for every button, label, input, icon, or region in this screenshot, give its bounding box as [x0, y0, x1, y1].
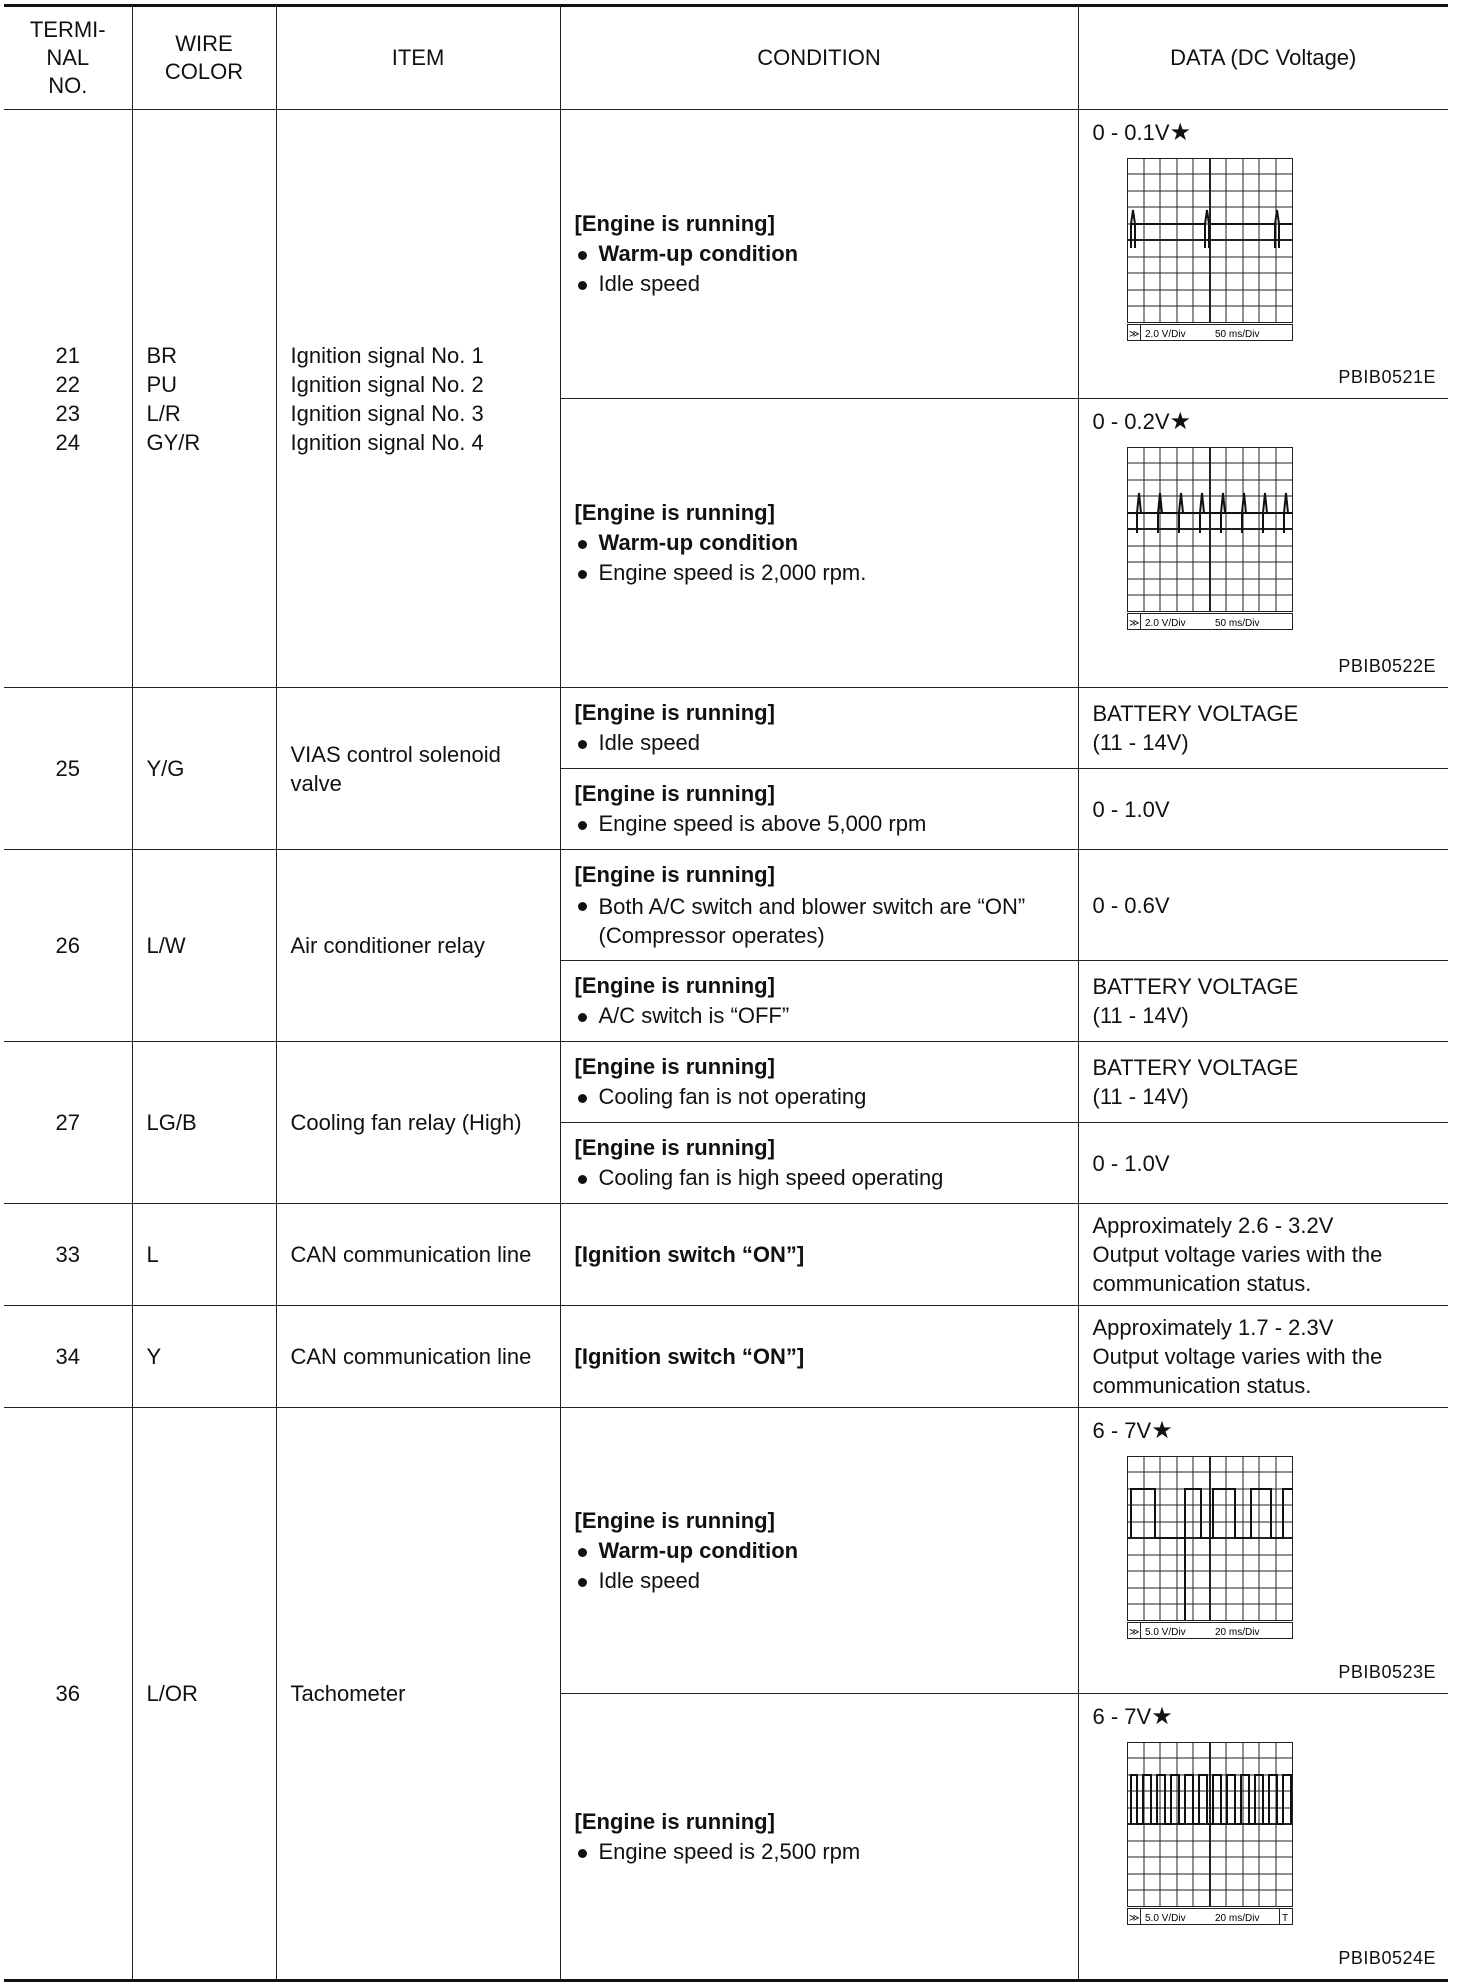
data-cell: 0 - 1.0V — [1078, 769, 1448, 850]
data-cell: 6 - 7V★ ≫ 5.0 V/Div 20 ms/Div T PBIB0524E — [1078, 1694, 1448, 1981]
condition-cell: [Engine is running] Engine speed is 2,500 rpm — [560, 1694, 1078, 1981]
condition-cell: [Engine is running] Idle speed — [560, 688, 1078, 769]
table-row — [4, 850, 1448, 961]
wire-color-cell: BR PU L/R GY/R — [132, 110, 276, 688]
data-cell: BATTERY VOLTAGE (11 - 14V) — [1078, 961, 1448, 1042]
wire-color-cell: LG/B — [132, 1042, 276, 1204]
item-cell: Air conditioner relay — [276, 850, 560, 1042]
svg-text:≫: ≫ — [1128, 329, 1139, 340]
svg-text:20 ms/Div: 20 ms/Div — [1214, 1913, 1259, 1924]
star-icon: ★ — [1169, 119, 1192, 146]
svg-text:20 ms/Div: 20 ms/Div — [1214, 1627, 1259, 1638]
wire-color-cell: L/W — [132, 850, 276, 1042]
wire-color-cell: L — [132, 1204, 276, 1306]
oscilloscope-waveform — [1127, 1742, 1293, 1926]
condition-header: CONDITION — [560, 6, 1078, 110]
condition-cell: [Engine is running] Engine speed is above 5,000 rpm — [560, 769, 1078, 850]
figure-ref: PBIB0523E — [1338, 1662, 1436, 1682]
oscilloscope-waveform — [1127, 158, 1293, 342]
oscilloscope-waveform — [1127, 447, 1293, 631]
wire-color-header: WIRE COLOR — [132, 6, 276, 110]
condition-cell: [Engine is running] Cooling fan is not operating — [560, 1042, 1078, 1123]
figure-ref: PBIB0521E — [1338, 367, 1436, 387]
svg-text:≫: ≫ — [1128, 1627, 1139, 1638]
data-cell: Approximately 2.6 - 3.2V Output voltage varies with the communication status. — [1078, 1204, 1448, 1306]
wire-color-cell: L/OR — [132, 1408, 276, 1981]
svg-text:2.0 V/Div: 2.0 V/Div — [1144, 329, 1186, 340]
ecm-terminal-table — [4, 4, 1448, 1982]
svg-text:≫: ≫ — [1128, 1913, 1139, 1924]
condition-cell: [Engine is running] Cooling fan is high speed operating — [560, 1123, 1078, 1204]
data-header: DATA (DC Voltage) — [1078, 6, 1448, 110]
terminal-cell: 25 — [4, 688, 132, 850]
data-cell: 0 - 0.2V★ ≫ 2.0 V/Div 50 ms/Div PBIB0522E — [1078, 399, 1448, 688]
wire-color-cell: Y — [132, 1306, 276, 1408]
condition-cell: [Engine is running] Both A/C switch and blower switch are “ON” (Compressor operates) — [560, 850, 1078, 961]
svg-text:5.0 V/Div: 5.0 V/Div — [1144, 1627, 1186, 1638]
svg-text:≫: ≫ — [1128, 618, 1139, 629]
condition-cell: [Engine is running] Warm-up condition Engine speed is 2,000 rpm. — [560, 399, 1078, 688]
table-row — [4, 1204, 1448, 1306]
data-cell: 0 - 1.0V — [1078, 1123, 1448, 1204]
data-cell: BATTERY VOLTAGE (11 - 14V) — [1078, 688, 1448, 769]
table-row — [4, 688, 1448, 769]
table-row — [4, 1306, 1448, 1408]
terminal-spec-page — [4, 4, 1448, 1982]
star-icon: ★ — [1151, 1703, 1173, 1730]
svg-text:50 ms/Div: 50 ms/Div — [1214, 329, 1259, 340]
item-cell: CAN communication line — [276, 1306, 560, 1408]
item-cell: CAN communication line — [276, 1204, 560, 1306]
data-cell: BATTERY VOLTAGE (11 - 14V) — [1078, 1042, 1448, 1123]
item-header: ITEM — [276, 6, 560, 110]
terminal-cell: 27 — [4, 1042, 132, 1204]
header-row — [4, 6, 1448, 110]
star-icon: ★ — [1151, 1417, 1173, 1444]
svg-text:2.0 V/Div: 2.0 V/Div — [1144, 618, 1186, 629]
data-cell: 0 - 0.1V★ ≫ 2.0 V/Div 50 ms/Div PBIB0521E — [1078, 110, 1448, 399]
data-cell: 0 - 0.6V — [1078, 850, 1448, 961]
item-cell: Tachometer — [276, 1408, 560, 1981]
condition-cell: [Engine is running] Warm-up condition Idle speed — [560, 1408, 1078, 1694]
star-icon: ★ — [1169, 408, 1192, 435]
wire-color-cell: Y/G — [132, 688, 276, 850]
table-row — [4, 1042, 1448, 1123]
condition-cell: [Engine is running] Warm-up condition Idle speed — [560, 110, 1078, 399]
condition-cell: [Ignition switch “ON”] — [560, 1306, 1078, 1408]
terminal-cell: 36 — [4, 1408, 132, 1981]
terminal-cell: 34 — [4, 1306, 132, 1408]
condition-cell: [Ignition switch “ON”] — [560, 1204, 1078, 1306]
terminal-cell: 21 22 23 24 — [4, 110, 132, 688]
terminal-cell: 33 — [4, 1204, 132, 1306]
item-cell: Ignition signal No. 1 Ignition signal No. 2 Ignition signal No. 3 Ignition signal No. 4 — [276, 110, 560, 688]
condition-cell: [Engine is running] A/C switch is “OFF” — [560, 961, 1078, 1042]
data-cell: 6 - 7V★ ≫ 5.0 V/Div 20 ms/Div PBIB0523E — [1078, 1408, 1448, 1694]
svg-text:T: T — [1281, 1913, 1288, 1924]
terminal-header: TERMI- NAL NO. — [4, 6, 132, 110]
svg-text:5.0 V/Div: 5.0 V/Div — [1144, 1913, 1186, 1924]
svg-text:50 ms/Div: 50 ms/Div — [1214, 618, 1259, 629]
item-cell: VIAS control solenoid valve — [276, 688, 560, 850]
table-row — [4, 110, 1448, 399]
figure-ref: PBIB0524E — [1338, 1948, 1436, 1968]
item-cell: Cooling fan relay (High) — [276, 1042, 560, 1204]
figure-ref: PBIB0522E — [1338, 656, 1436, 676]
data-cell: Approximately 1.7 - 2.3V Output voltage varies with the communication status. — [1078, 1306, 1448, 1408]
terminal-cell: 26 — [4, 850, 132, 1042]
oscilloscope-waveform — [1127, 1456, 1293, 1640]
table-row — [4, 1408, 1448, 1694]
